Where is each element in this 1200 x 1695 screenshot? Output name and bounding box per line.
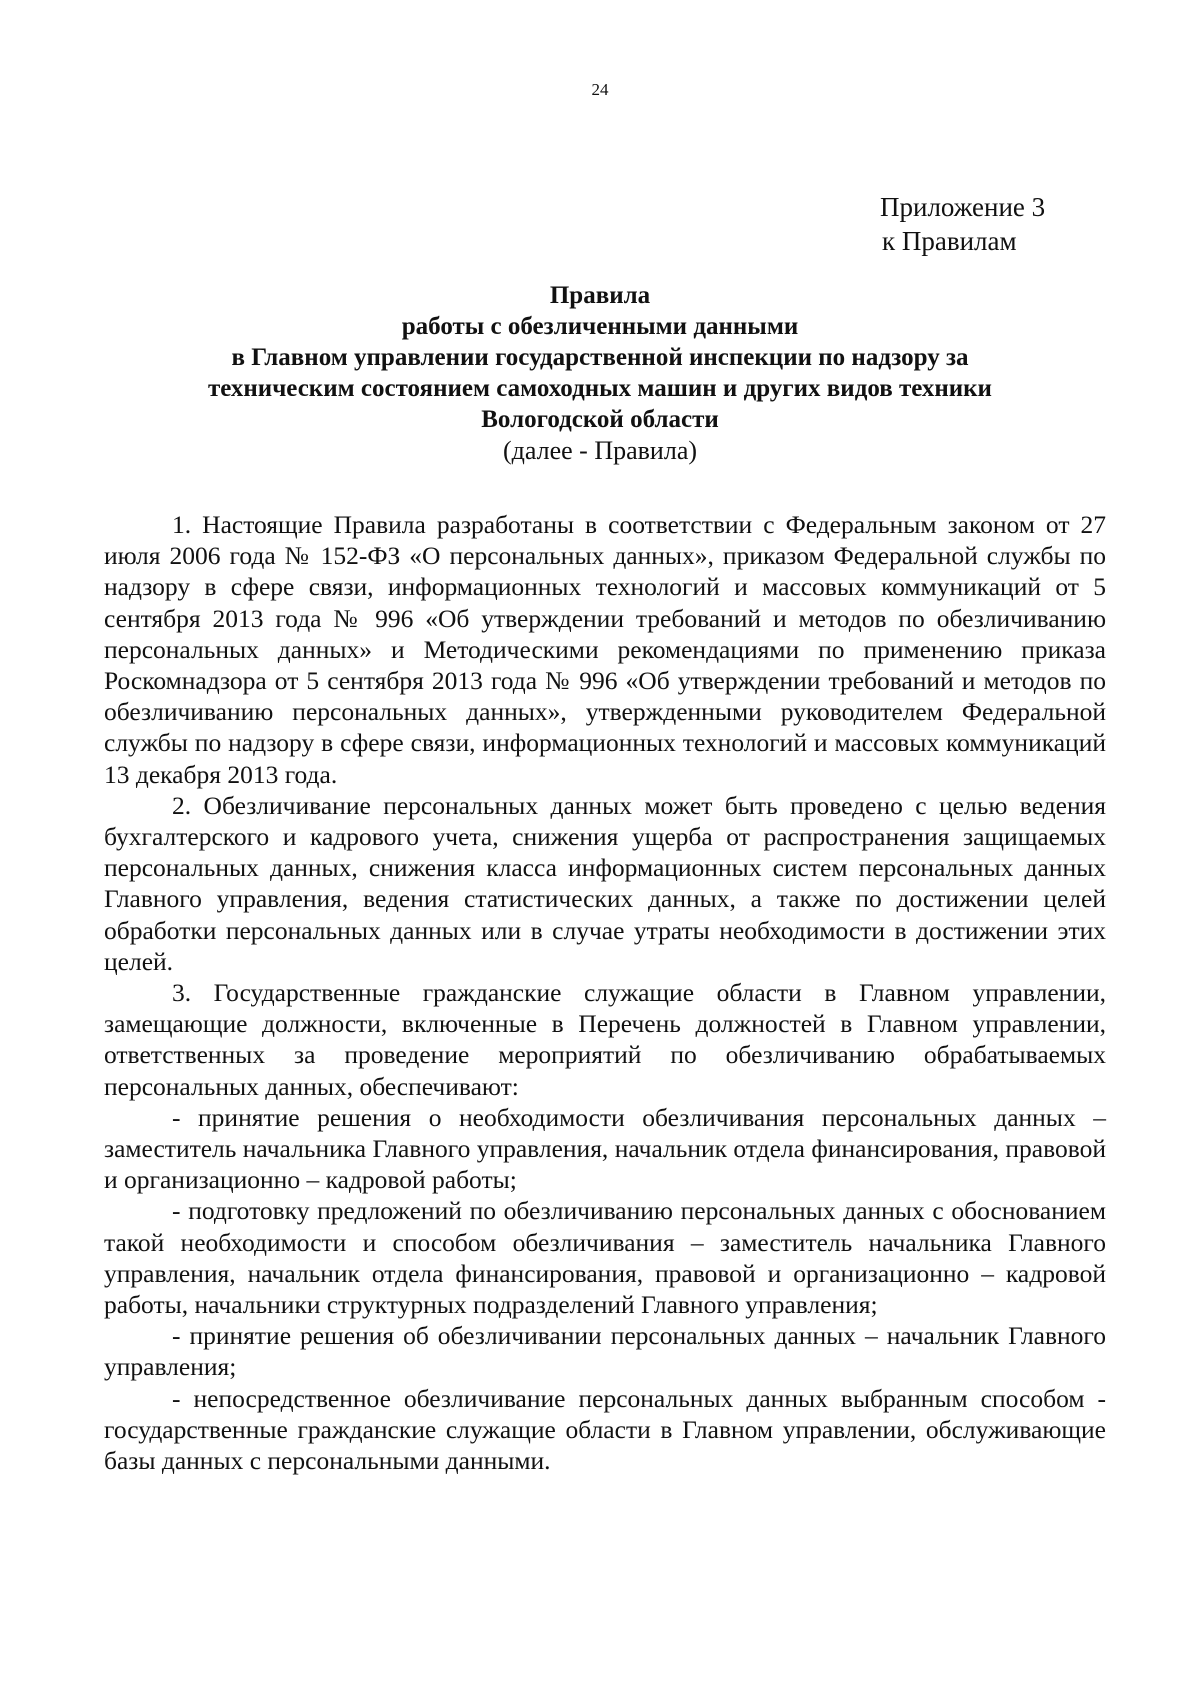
- appendix-line-1: Приложение 3: [880, 192, 1046, 222]
- list-item-2: - подготовку предложений по обезличиванию персональных данных с обоснованием такой необходимости и способом обезличивания – заместитель начальника Главного управления, начальник отдела финансирования, правовой и организационно – кадровой работы, начальники структурных подразделений Главного управления;: [104, 1196, 1106, 1320]
- page-number: 24: [591, 80, 609, 99]
- paragraph-1: 1. Настоящие Правила разработаны в соответствии с Федеральным законом от 27 июля 2006 года № 152-ФЗ «О персональных данных», приказом Федеральной службы по надзору в сфере связи, информационных технологий и массовых коммуникаций от 5 сентября 2013 года № 996 «Об утверждении требований и методов по обезличиванию персональных данных» и Методическими рекомендациями по применению приказа Роскомнадзора от 5 сентября 2013 года № 996 «Об утверждении требований и методов по обезличиванию персональных данных», утвержденными руководителем Федеральной службы по надзору в сфере связи, информационных технологий и массовых коммуникаций 13 декабря 2013 года.: [104, 510, 1106, 789]
- list-item-1: - принятие решения о необходимости обезличивания персональных данных – заместитель начальника Главного управления, начальник отдела финансирования, правовой и организационно – кадровой работы;: [104, 1102, 1106, 1195]
- paragraph-2: 2. Обезличивание персональных данных может быть проведено с целью ведения бухгалтерского и кадрового учета, снижения ущерба от распространения защищаемых персональных данных, снижения класса информационных систем персональных данных Главного управления, ведения статистических данных, а также по достижении целей обработки персональных данных или в случае утраты необходимости в достижении этих целей.: [104, 790, 1106, 976]
- title-line-1: Правила: [549, 282, 651, 309]
- title-line-5: Вологодской области: [481, 406, 719, 433]
- title-line-2: работы с обезличенными данными: [401, 313, 799, 340]
- appendix-note: [880, 190, 1045, 258]
- paragraph-3: 3. Государственные гражданские служащие области в Главном управлении, замещающие должности, включенные в Перечень должностей в Главном управлении, ответственных за проведение мероприятий по обезличиванию обрабатываемых персональных данных, обеспечивают:: [104, 978, 1106, 1101]
- document-body: [104, 509, 1106, 1476]
- list-item-4: - непосредственное обезличивание персональных данных выбранным способом - государственные гражданские служащие области в Главном управлении, обслуживающие базы данных с персональными данными.: [104, 1383, 1106, 1476]
- list-item-3: - принятие решения об обезличивании персональных данных – начальник Главного управления;: [104, 1321, 1106, 1382]
- title-line-4: техническим состоянием самоходных машин и других видов техники: [208, 375, 992, 402]
- document-title: [100, 280, 1100, 466]
- title-line-6: (далее - Правила): [502, 436, 698, 465]
- title-line-3: в Главном управлении государственной инспекции по надзору за: [231, 344, 969, 371]
- appendix-line-2: к Правилам: [882, 226, 1017, 256]
